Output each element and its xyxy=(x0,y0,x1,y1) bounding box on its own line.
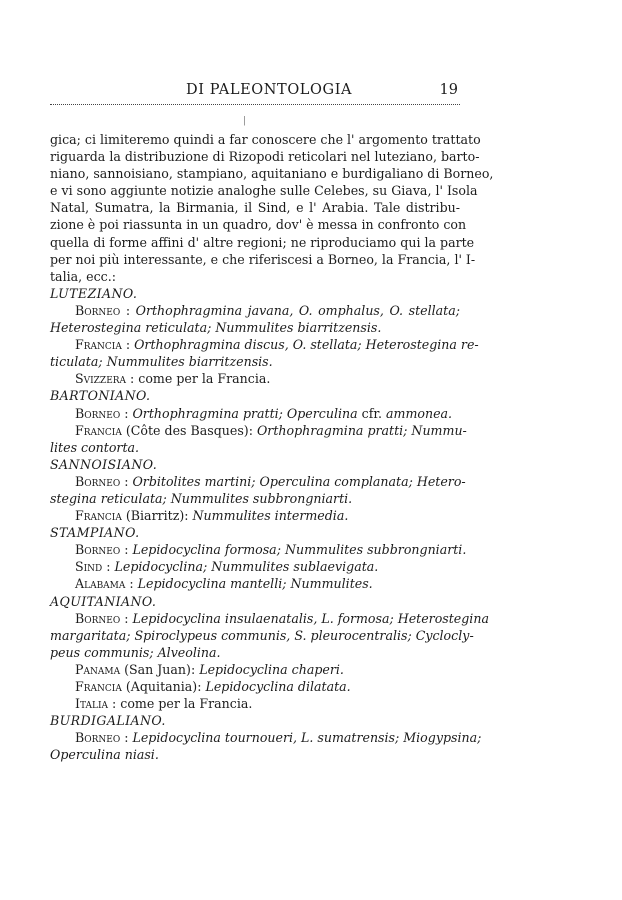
entry-sind: Sind : Lepidocyclina; Nummulites sublaevigata. xyxy=(75,559,379,575)
species-list: Lepidocyclina dilatata. xyxy=(205,679,351,694)
region-label: Alabama xyxy=(75,576,126,592)
region-label: Panama xyxy=(75,661,121,677)
entry-borneo: Borneo : Orbitolites martini; Operculina complanata; Hetero- xyxy=(75,473,466,489)
entry-panama xyxy=(50,661,460,678)
species-list: Lepidocyclina; Nummulites sublaevigata. xyxy=(114,559,379,575)
intro-line: riguarda la distribuzione di Rizopodi reticolari nel luteziano, barto- xyxy=(50,149,480,165)
section-heading-burdigaliano: BURDIGALIANO. xyxy=(50,713,166,729)
entry-text: come per la Francia. xyxy=(138,371,271,387)
species-list: Lepidocyclina mantelli; Nummulites. xyxy=(137,576,373,592)
section-heading-luteziano: LUTEZIANO. xyxy=(50,285,138,301)
species-list: Orthophragmina pratti; Nummu- xyxy=(256,422,467,438)
locality: (Biarritz): xyxy=(125,508,189,524)
running-title: DI PALEONTOLOGIA xyxy=(186,82,353,98)
species-list: Orbitolites martini; Operculina complanata; Hetero- xyxy=(132,473,466,489)
entry-francia xyxy=(50,678,460,695)
intro-line: talia, ecc.: xyxy=(50,268,116,284)
region-label: Francia xyxy=(75,679,122,694)
species-list: Lepidocyclina tournoueri, L. sumatrensis; Miogypsina; xyxy=(132,730,482,746)
species-list: stegina reticulata; Nummulites subbrongniarti. xyxy=(50,490,353,506)
species-list: Nummulites intermedia. xyxy=(192,508,349,524)
region-label: Italia xyxy=(75,696,109,712)
entry-svizzera: Svizzera : come per la Francia. xyxy=(75,371,271,387)
locality: (Côte des Basques): xyxy=(125,422,253,438)
region-label: Svizzera xyxy=(75,371,127,387)
species-list: Lepidocyclina insulaenatalis, L. formosa; Heterostegina xyxy=(132,610,489,626)
intro-line: e vi sono aggiunte notizie analoghe sulle Celebes, su Giava, l' Isola xyxy=(50,183,478,199)
section-heading-sannoisiano: SANNOISIANO. xyxy=(50,456,158,472)
section-heading-aquitaniano: AQUITANIANO. xyxy=(50,593,157,609)
locality: (Aquitania): xyxy=(125,679,202,694)
section-heading-bartoniano: BARTONIANO. xyxy=(50,388,151,404)
intro-line: per noi più interessante, e che riferiscesi a Borneo, la Francia, l' I- xyxy=(50,251,476,267)
entry-borneo: Borneo : Lepidocyclina tournoueri, L. sumatrensis; Miogypsina; xyxy=(75,730,482,746)
intro-line: quella di forme affini d' altre regioni; ne riproduciamo qui la parte xyxy=(50,234,475,250)
region-label: Borneo xyxy=(75,730,121,746)
section-heading-stampiano: STAMPIANO. xyxy=(50,525,140,541)
entry-francia: Francia : Orthophragmina discus, O. stellata; Heterostegina re- xyxy=(75,337,479,353)
species-list: Heterostegina reticulata; Nummulites biarritzensis. xyxy=(50,320,382,336)
entry-borneo: Borneo : Lepidocyclina insulaenatalis, L. formosa; Heterostegina xyxy=(75,610,489,626)
intro-line: Natal, Sumatra, la Birmania, il Sind, e l' Arabia. Tale distribu- xyxy=(50,200,460,216)
entry-francia xyxy=(50,422,467,439)
species-list: lites contorta. xyxy=(50,439,140,455)
header-rule xyxy=(50,104,460,105)
species-list: Operculina niasi. xyxy=(50,747,159,763)
entry-borneo: Borneo : Orthophragmina pratti; Operculina cfr. ammonea. xyxy=(75,405,453,421)
entry-borneo: Borneo : Lepidocyclina formosa; Nummulites subbrongniarti. xyxy=(75,542,467,558)
species-list: ammonea. xyxy=(386,405,453,421)
page-body xyxy=(50,131,494,763)
page-header xyxy=(50,82,460,102)
region-label: Borneo xyxy=(75,610,121,626)
region-label: Borneo xyxy=(75,405,121,421)
locality: (San Juan): xyxy=(124,661,196,677)
region-label: Borneo xyxy=(75,473,121,489)
region-label: Francia xyxy=(75,422,122,438)
region-label: Borneo xyxy=(75,302,121,318)
entry-francia xyxy=(50,507,460,524)
intro-line: zione è poi riassunta in un quadro, dov' è messa in confronto con xyxy=(50,217,467,233)
species-list: Lepidocyclina formosa; Nummulites subbrongniarti. xyxy=(132,542,467,558)
region-label: Sind xyxy=(75,559,103,575)
species-list: peus communis; Alveolina. xyxy=(50,644,221,660)
intro-line: gica; ci limiteremo quindi a far conoscere che l' argomento trattato xyxy=(50,132,481,147)
species-list: Orthophragmina discus, O. stellata; Heterostegina re- xyxy=(134,337,479,353)
page-number: 19 xyxy=(439,82,458,98)
region-label: Borneo xyxy=(75,542,121,558)
region-label: Francia xyxy=(75,337,122,353)
entry-text: come per la Francia. xyxy=(120,696,253,712)
species-list: Lepidocyclina chaperi. xyxy=(199,661,344,677)
entry-italia: Italia : come per la Francia. xyxy=(75,696,253,712)
species-list: Orthophragmina javana, O. omphalus, O. stellata; xyxy=(135,302,460,318)
print-mark: | xyxy=(243,116,247,126)
entry-borneo: Borneo : Orthophragmina javana, O. omphalus, O. stellata; xyxy=(75,302,460,318)
entry-alabama: Alabama : Lepidocyclina mantelli; Nummulites. xyxy=(75,576,373,592)
species-qualifier: cfr. xyxy=(361,405,382,421)
intro-line: niano, sannoisiano, stampiano, aquitaniano e burdigaliano di Borneo, xyxy=(50,166,494,182)
species-list: ticulata; Nummulites biarritzensis. xyxy=(50,354,273,370)
species-list: Orthophragmina pratti; Operculina xyxy=(132,405,358,421)
species-list: margaritata; Spiroclypeus communis, S. pleurocentralis; Cycloclу- xyxy=(50,627,474,643)
region-label: Francia xyxy=(75,508,122,524)
